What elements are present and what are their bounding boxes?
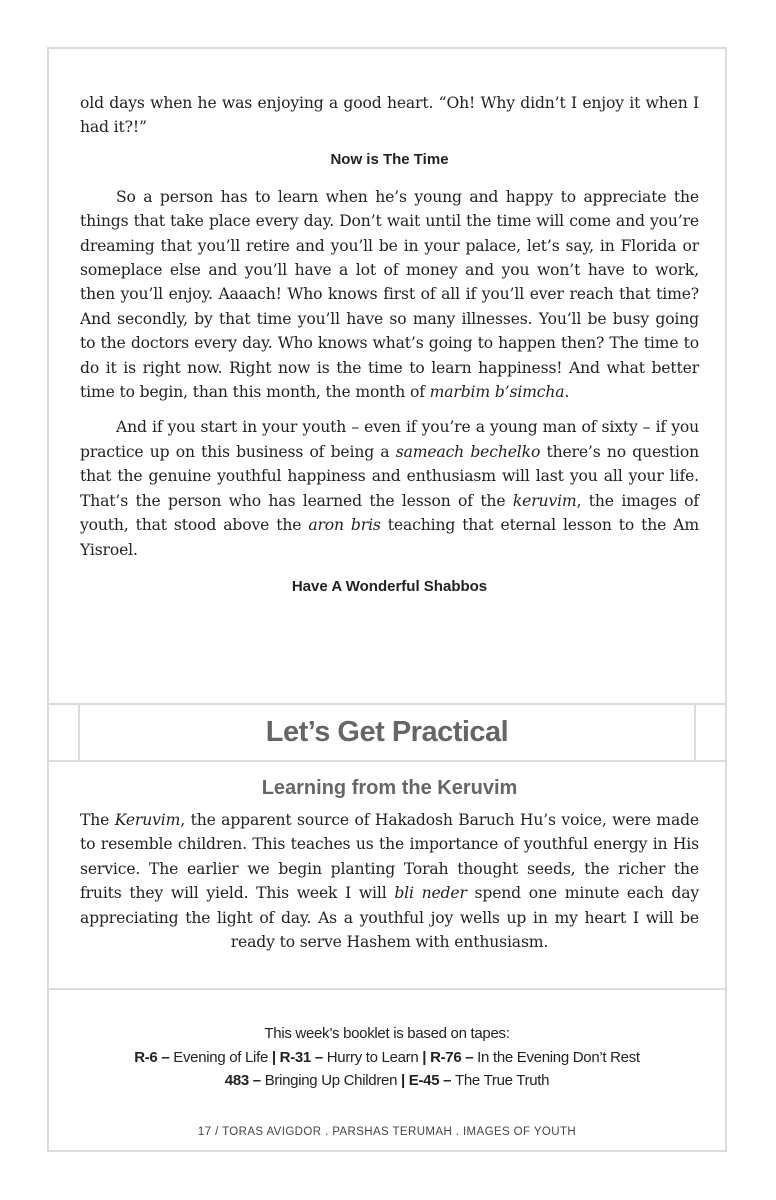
italic-term: aron bris xyxy=(308,516,381,535)
text-run: old days when he was enjoying a good heart. “Oh! Why didn’t I enjoy it when I had it?!” xyxy=(80,94,699,137)
separator: | xyxy=(418,1048,431,1066)
dash: – xyxy=(310,1048,327,1066)
tape-title: The True Truth xyxy=(455,1072,550,1089)
italic-term: sameach bechelko xyxy=(395,442,541,461)
text-run: there’s no question that the genuine youthful happiness and enthusiasm will last you all your life. That’s the person who has learned the lesson of the xyxy=(80,442,699,510)
tapes-line xyxy=(49,1069,725,1093)
text-run: , the images of youth, that stood above the xyxy=(80,491,699,535)
practical-paragraph xyxy=(80,808,699,954)
text-run: The xyxy=(80,811,115,829)
tapes-intro: This week’s booklet is based on tapes: xyxy=(264,1025,510,1042)
practical-header-box xyxy=(78,705,696,760)
tape-title: Evening of Life xyxy=(173,1048,269,1066)
page-footer: 17 / TORAS AVIGDOR . PARSHAS TERUMAH . IMAGES OF YOUTH xyxy=(197,1126,577,1138)
separator: | xyxy=(397,1072,409,1089)
italic-term: keruvim xyxy=(512,491,577,510)
text-run: And if you start in your youth – even if you’re a young man of sixty – if you practice up on this business of being a xyxy=(80,418,699,461)
dash: – xyxy=(157,1048,174,1066)
tape-title: Hurry to Learn xyxy=(326,1048,419,1066)
text-run: So a person has to learn when he’s young and happy to appreciate the things that take place every day. Don’t wait until the time will come and you’re dreaming that you’ll retire and you’ll be in your palace, let’s say, in Florida or someplace else and you’ll have a lot of money and you won’t have to work, then you’ll enjoy. Aaaach! Who knows first of all if you’ll ever reach that time? And secondly, by that time you’ll have so many illnesses. You’ll be busy going to the doctors every day. Who knows what’s going to happen then? The time to do it is right now. Right now is the time to learn happiness! And what better time to begin, than this month, the month of xyxy=(80,187,699,402)
tape-title: In the Evening Don’t Rest xyxy=(477,1048,640,1066)
tapes-line xyxy=(49,1046,725,1070)
tape-code: 483 xyxy=(224,1072,249,1089)
text-run: spend one minute each day appreciating the light of day. As a youthful joy wells up in my heart I will be ready to serve Hashem with enthusiasm. xyxy=(80,884,700,952)
paragraph xyxy=(80,185,699,405)
footer-section xyxy=(49,988,725,1150)
italic-term: marbim b’simcha xyxy=(429,383,565,402)
paragraph xyxy=(80,91,699,140)
tape-code: R-6 xyxy=(134,1048,158,1066)
practical-subtitle: Learning from the Keruvim xyxy=(261,777,518,799)
dash: – xyxy=(461,1048,478,1066)
tape-code: R-31 xyxy=(279,1048,311,1066)
subheading-now-is-the-time: Now is The Time xyxy=(330,150,449,168)
practical-title: Let’s Get Practical xyxy=(265,716,509,748)
text-run: . xyxy=(564,383,570,402)
article-paragraphs-main xyxy=(80,185,699,562)
main-article xyxy=(80,91,699,612)
dash: – xyxy=(439,1072,456,1089)
paragraph xyxy=(80,415,699,561)
practical-header-band xyxy=(49,703,725,762)
tape-code: R-76 xyxy=(430,1048,462,1066)
separator: | xyxy=(268,1048,280,1066)
practical-section xyxy=(80,777,699,954)
tape-code: E-45 xyxy=(408,1072,440,1089)
dash: – xyxy=(248,1072,265,1089)
article-paragraphs-top xyxy=(80,91,699,140)
italic-term: bli neder xyxy=(394,884,467,903)
text-run: , the apparent source of Hakadosh Baruch Hu’s voice, were made to resemble children. This teaches us the importance of youthful energy in His service. The earlier we begin planting Torah thought seeds, the richer the fruits they will yield. This week I will xyxy=(80,811,700,903)
tape-title: Bringing Up Children xyxy=(264,1072,398,1089)
subheading-have-a-wonderful-shabbos: Have A Wonderful Shabbos xyxy=(291,577,488,595)
text-run: teaching that eternal lesson to the Am Yisroel. xyxy=(80,516,699,559)
page-frame xyxy=(47,47,727,1152)
tapes-credits xyxy=(49,1022,725,1093)
italic-term: Keruvim xyxy=(114,811,181,829)
